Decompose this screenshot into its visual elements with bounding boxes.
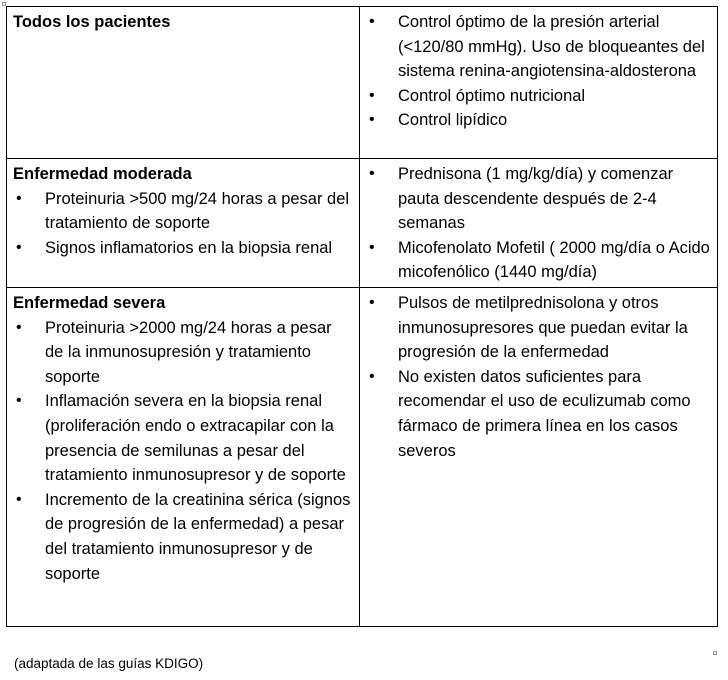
treatment-cell: [360, 287, 718, 626]
criteria-item: • Inflamación severa en la biopsia renal (proliferación endo o extracapilar con la presencia de semilunas a pesar del tratamiento inmunosupresor y de soporte: [13, 389, 353, 487]
category-title: Enfermedad moderada: [13, 165, 192, 183]
treatment-cell: [360, 159, 718, 288]
table-row-severe-disease: [7, 287, 718, 626]
treatment-item: • Control lipídico: [366, 108, 711, 133]
category-cell: [7, 159, 360, 288]
criteria-item: • Incremento de la creatinina sérica (signos de progresión de la enfermedad) a pesar del tratamiento inmunosupresor y de soporte: [13, 488, 353, 586]
criteria-item: • Proteinuria >2000 mg/24 horas a pesar de la inmunosupresión y tratamiento soporte: [13, 316, 353, 390]
treatment-item: • Micofenolato Mofetil ( 2000 mg/día o Acido micofenólico (1440 mg/día): [366, 236, 711, 285]
table-footnote: (adaptada de las guías KDIGO): [14, 656, 204, 671]
treatment-item: • No existen datos suficientes para recomendar el uso de eculizumab como fármaco de primera línea en los casos severos: [366, 365, 711, 463]
criteria-item: • Proteinuria >500 mg/24 horas a pesar del tratamiento de soporte: [13, 187, 353, 236]
category-title: Enfermedad severa: [13, 293, 166, 312]
kdigo-treatment-table: [6, 6, 718, 627]
treatment-item: • Control óptimo de la presión arterial (<120/80 mmHg). Uso de bloqueantes del sistema renina-angiotensina-aldosterona: [366, 10, 711, 84]
table-resize-handle[interactable]: [713, 651, 717, 655]
category-title: Todos los pacientes: [13, 13, 171, 31]
category-cell: [7, 7, 360, 159]
treatment-item: • Pulsos de metilprednisolona y otros inmunosupresores que puedan evitar la progresión de la enfermedad: [366, 291, 711, 365]
criteria-list: [13, 187, 353, 261]
category-cell: [7, 287, 360, 626]
treatment-list: [366, 10, 711, 133]
treatment-item: • Prednisona (1 mg/kg/día) y comenzar pauta descendente después de 2-4 semanas: [366, 162, 711, 236]
table-row-all-patients: [7, 7, 718, 159]
table-row-moderate-disease: [7, 159, 718, 288]
treatment-list: [366, 162, 711, 285]
treatment-item: • Control óptimo nutricional: [366, 84, 711, 109]
treatment-list: [366, 291, 711, 463]
criteria-list: [13, 316, 353, 587]
treatment-cell: [360, 7, 718, 159]
criteria-item: • Signos inflamatorios en la biopsia renal: [13, 236, 353, 261]
